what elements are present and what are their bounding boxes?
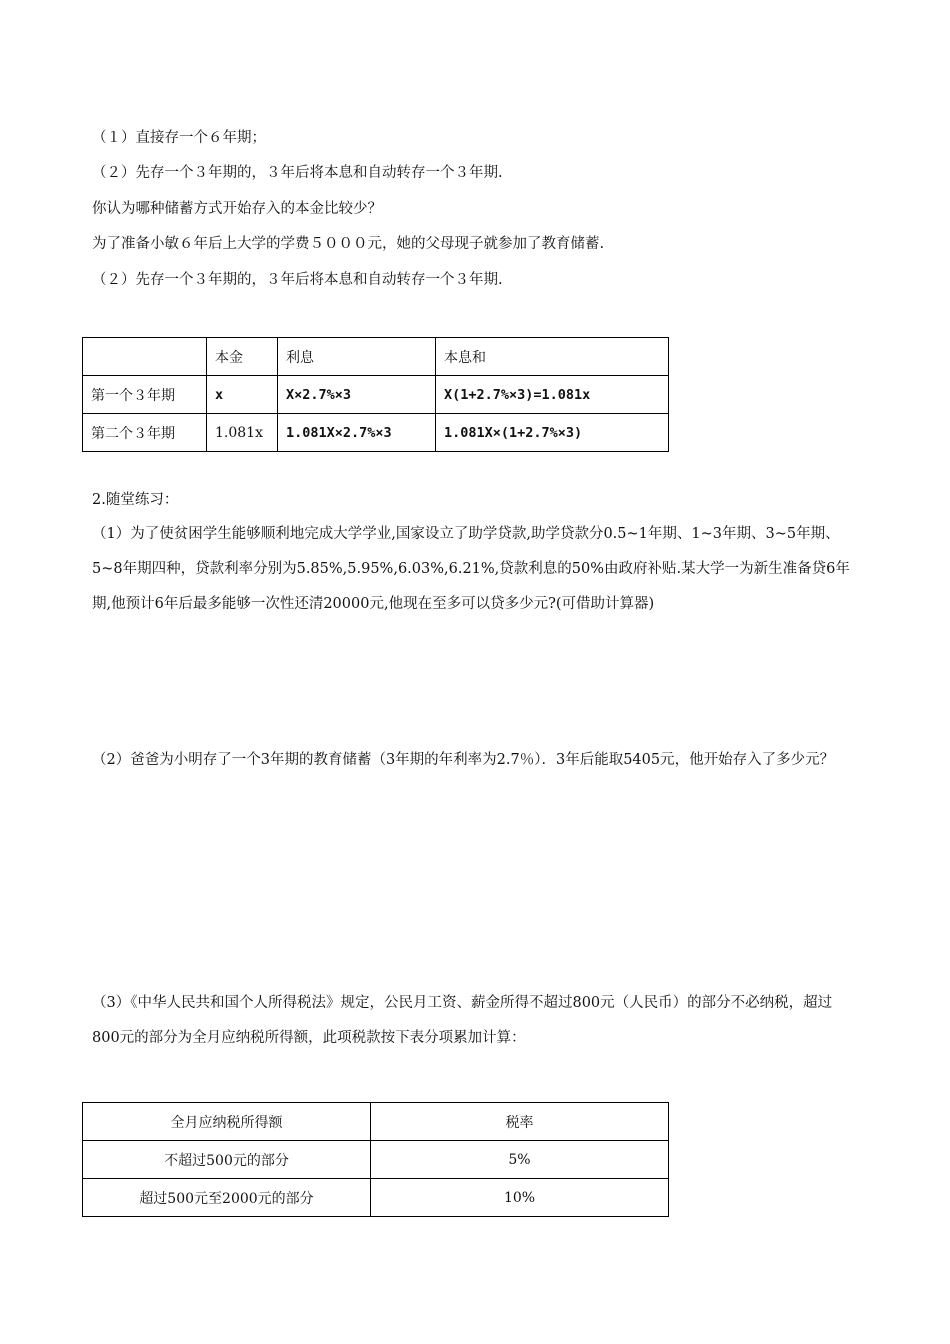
table-header-cell: 本息和 [436, 338, 669, 376]
table-cell: X×2.7%×3 [278, 376, 436, 414]
table-cell: 第一个３年期 [83, 376, 207, 414]
table-header-row [83, 1103, 669, 1141]
table-cell: 1.081x [207, 414, 278, 452]
table-cell: X(1+2.7%×3)=1.081x [436, 376, 669, 414]
text-line-4: 为了准备小敏６年后上大学的学费５０００元，她的父母现子就参加了教育储蓄. [92, 236, 605, 252]
table-cell: 1.081X×(1+2.7%×3) [436, 414, 669, 452]
table-cell: 1.081X×2.7%×3 [278, 414, 436, 452]
question-3: （3）《中华人民共和国个人所得税法》规定，公民月工资、薪金所得不超过800元（人民币）的部分不必纳税，超过800元的部分为全月应纳税所得额，此项税款按下表分项累加计算： [92, 995, 833, 1046]
savings-table [82, 337, 669, 452]
question-1: （1）为了使贫困学生能够顺利地完成大学学业,国家设立了助学贷款,助学贷款分0.5~1年期、1~3年期、3~5年期、5~8年期四种，贷款利率分别为5.85%,5.95%,6.03%,6.21%,贷款利息的50%由政府补贴.某大学一为新生准备贷6年期,他预计6年后最多能够一次性还清20000元,他现在至多可以贷多少元?(可借助计算器) [92, 526, 850, 612]
section-heading: 2.随堂练习： [92, 492, 179, 508]
table-row [83, 414, 669, 452]
table-header-cell [83, 338, 207, 376]
table-cell: 10% [371, 1179, 669, 1217]
text-line-2: （２）先存一个３年期的，３年后将本息和自动转存一个３年期. [92, 165, 503, 181]
table-cell: 超过500元至2000元的部分 [83, 1179, 371, 1217]
table-cell: 不超过500元的部分 [83, 1141, 371, 1179]
table-cell: x [207, 376, 278, 414]
text-line-1: （１）直接存一个６年期； [92, 130, 266, 146]
table-row [83, 1141, 669, 1179]
table-header-row [83, 338, 669, 376]
table-row [83, 376, 669, 414]
table-row [83, 1179, 669, 1217]
question-2: （2）爸爸为小明存了一个3年期的教育储蓄（3年期的年利率为2.7％）．3年后能取5405元，他开始存入了多少元？ [92, 752, 835, 768]
table-cell: 第二个３年期 [83, 414, 207, 452]
text-line-5: （２）先存一个３年期的，３年后将本息和自动转存一个３年期. [92, 272, 503, 288]
tax-rate-table [82, 1102, 669, 1217]
table-header-cell: 全月应纳税所得额 [83, 1103, 371, 1141]
text-line-3: 你认为哪种储蓄方式开始存入的本金比较少？ [92, 201, 382, 217]
table-header-cell: 税率 [371, 1103, 669, 1141]
table-cell: 5% [371, 1141, 669, 1179]
table-header-cell: 利息 [278, 338, 436, 376]
table-header-cell: 本金 [207, 338, 278, 376]
